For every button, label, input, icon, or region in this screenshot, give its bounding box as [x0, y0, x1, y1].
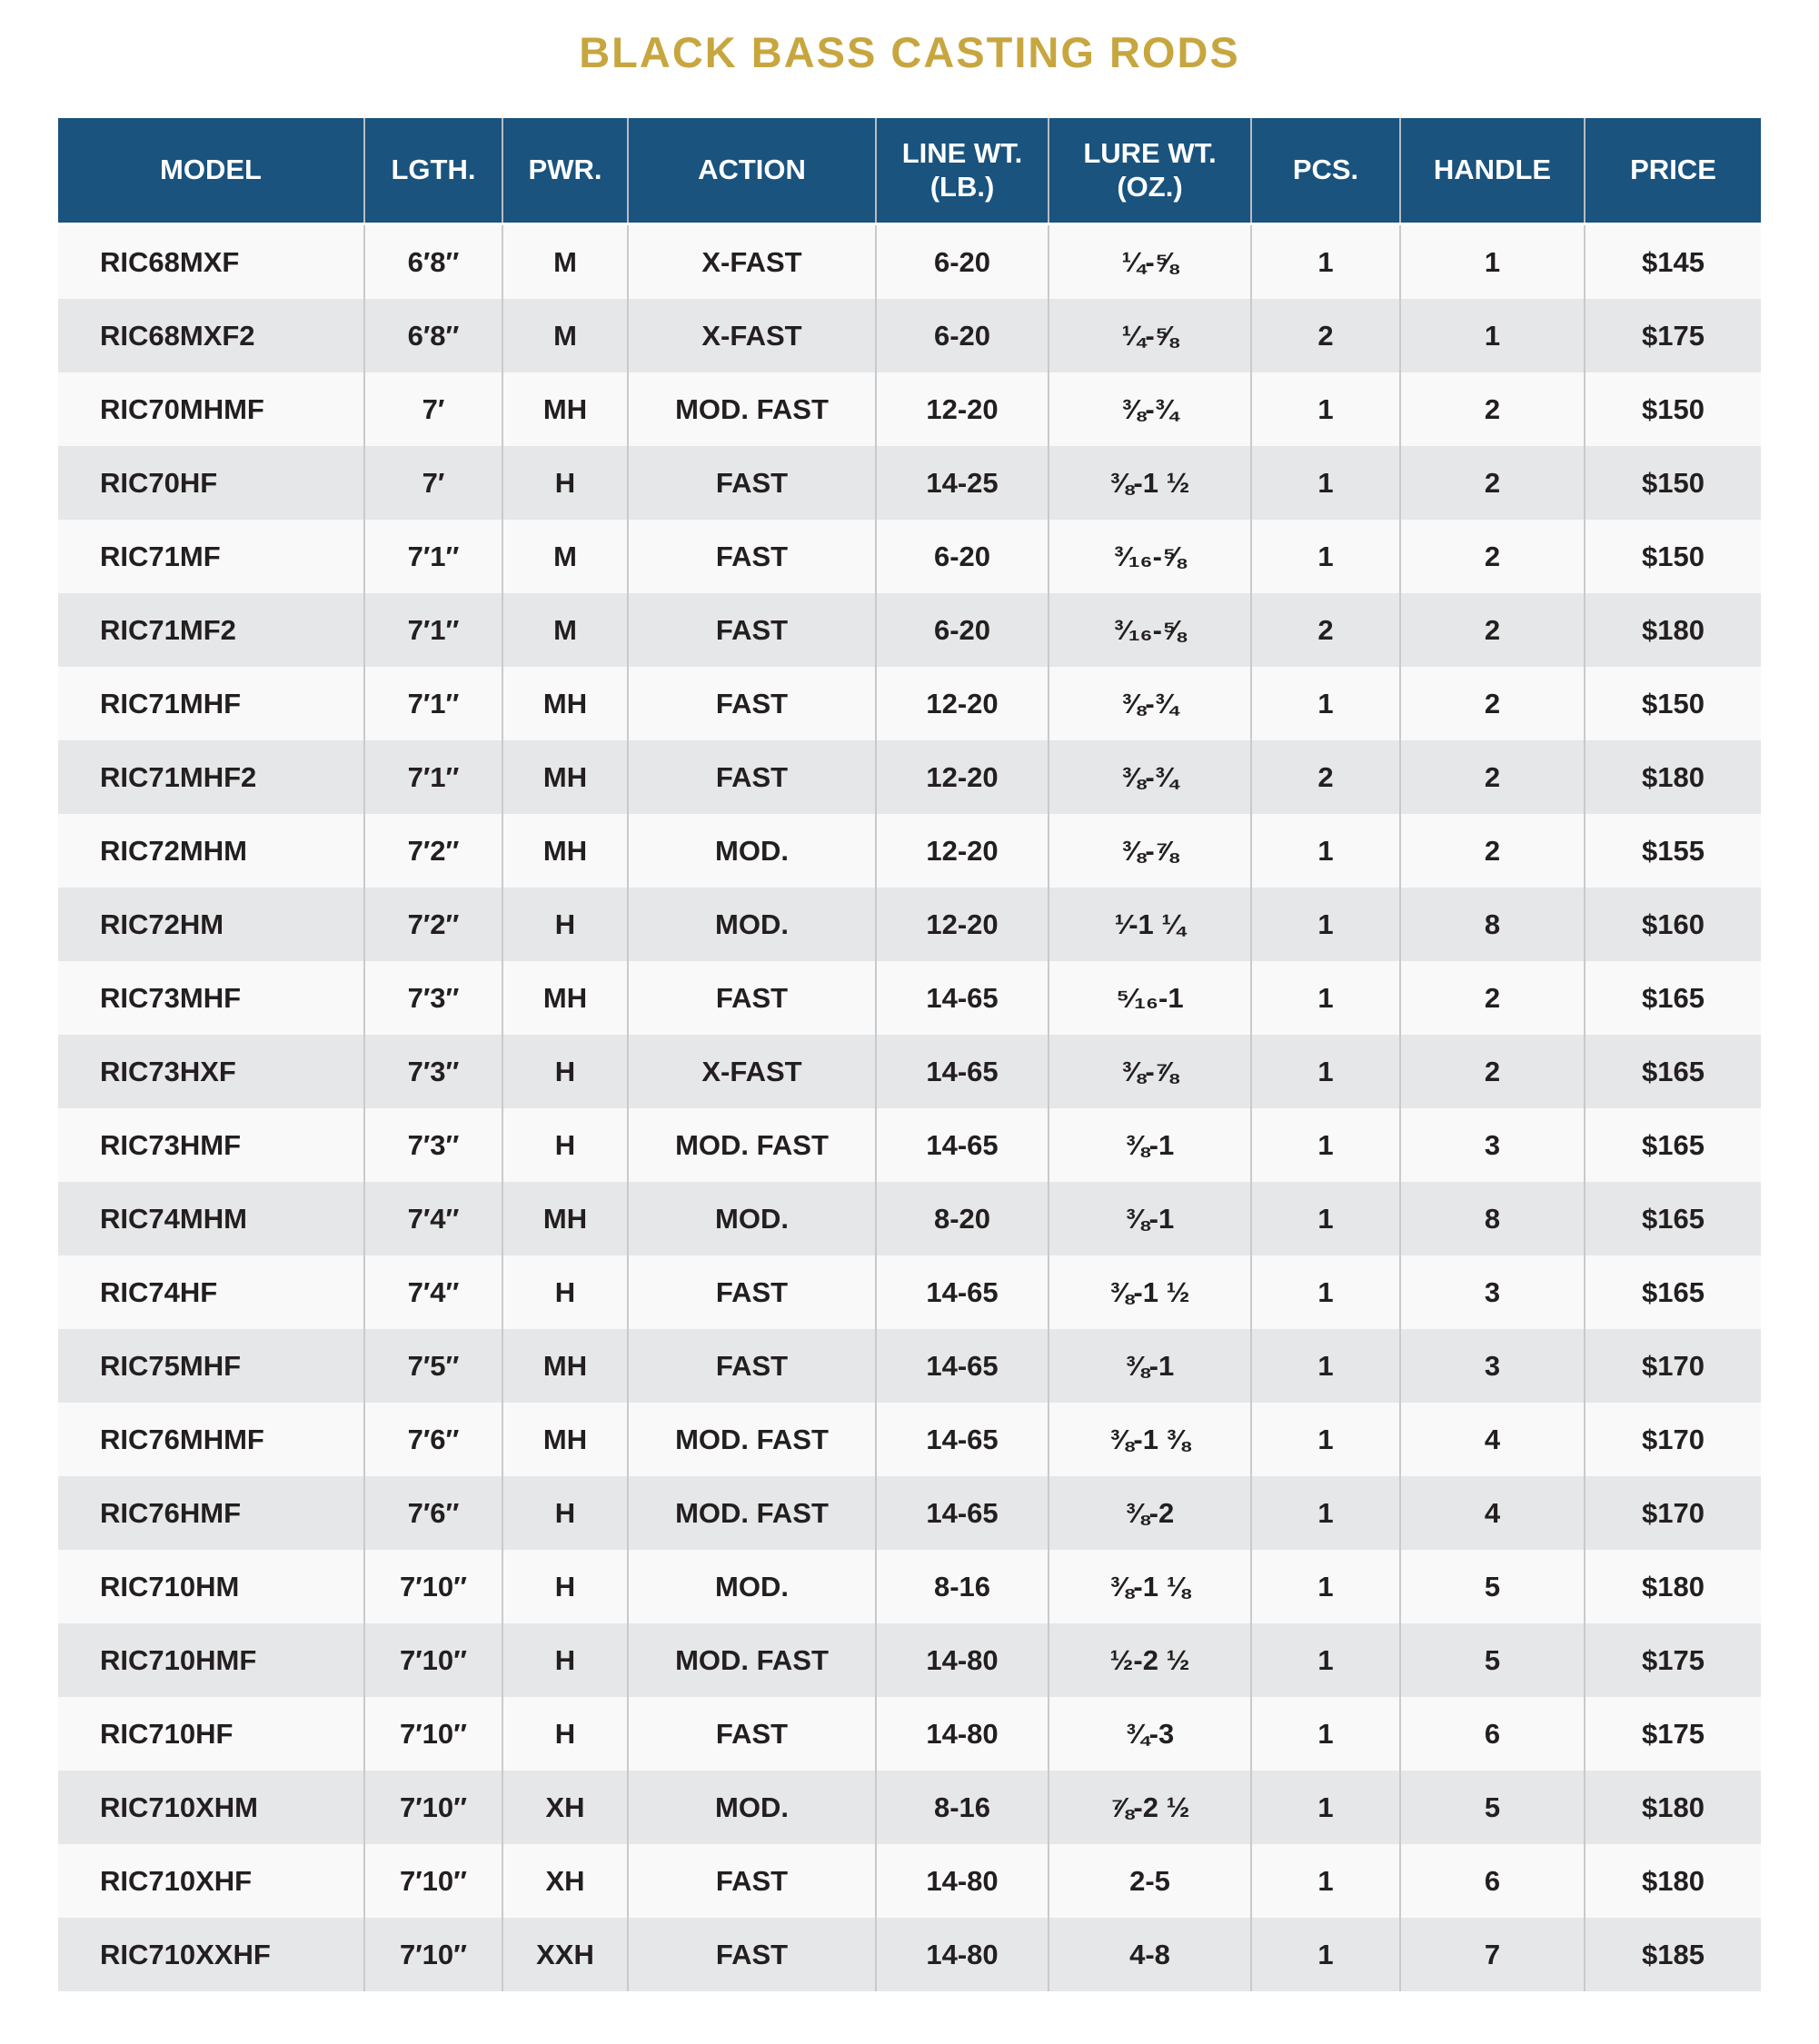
cell-model: RIC710HM — [100, 1570, 240, 1602]
cell-price: $150 — [1585, 372, 1761, 446]
cell-length: 7′10″ — [364, 1844, 502, 1918]
cell-action: FAST — [628, 446, 876, 520]
cell-pcs: 1 — [1251, 1918, 1400, 1991]
cell-model: RIC710XHF — [100, 1864, 253, 1897]
cell-line-wt: 14-80 — [876, 1623, 1049, 1697]
cell-price: $175 — [1585, 1697, 1761, 1771]
cell-action: FAST — [628, 593, 876, 667]
cell-action: MOD. FAST — [628, 1623, 876, 1697]
cell-length: 7′3″ — [364, 961, 502, 1035]
cell-price: $185 — [1585, 1918, 1761, 1991]
cell-action: FAST — [628, 1844, 876, 1918]
cell-lure-wt: ⅜-1 ½ — [1049, 446, 1251, 520]
cell-length: 7′1″ — [364, 520, 502, 593]
cell-model: RIC68MXF2 — [100, 319, 255, 352]
cell-pcs: 1 — [1251, 446, 1400, 520]
cell-action: MOD. — [628, 1771, 876, 1844]
cell-length: 6′8″ — [364, 224, 502, 300]
cell-handle: 2 — [1400, 961, 1585, 1035]
cell-action: FAST — [628, 1918, 876, 1991]
cell-handle: 6 — [1400, 1844, 1585, 1918]
cell-line-wt: 12-20 — [876, 740, 1049, 814]
cell-action: X-FAST — [628, 299, 876, 372]
cell-power: M — [502, 299, 628, 372]
cell-price: $170 — [1585, 1403, 1761, 1476]
table-header — [58, 118, 1761, 224]
cell-handle: 3 — [1400, 1108, 1585, 1182]
header-cell-handle: HANDLE — [1400, 118, 1585, 224]
cell-line-wt: 14-65 — [876, 961, 1049, 1035]
cell-line-wt: 12-20 — [876, 667, 1049, 740]
cell-pcs: 1 — [1251, 224, 1400, 300]
cell-action: MOD. — [628, 1182, 876, 1255]
cell-price: $165 — [1585, 961, 1761, 1035]
cell-price: $165 — [1585, 1035, 1761, 1108]
cell-power: MH — [502, 667, 628, 740]
cell-action: MOD. — [628, 1550, 876, 1623]
cell-handle: 4 — [1400, 1403, 1585, 1476]
cell-length: 7′ — [364, 372, 502, 446]
cell-power: MH — [502, 372, 628, 446]
cell-price: $170 — [1585, 1329, 1761, 1403]
page-title: BLACK BASS CASTING RODS — [579, 28, 1240, 76]
header-cell-length: LGTH. — [364, 118, 502, 224]
table-row — [58, 1403, 1761, 1476]
cell-action: FAST — [628, 667, 876, 740]
cell-line-wt: 14-65 — [876, 1035, 1049, 1108]
cell-lure-wt: ¼-⅝ — [1049, 224, 1251, 300]
cell-lure-wt: 2-5 — [1049, 1844, 1251, 1918]
cell-power: XH — [502, 1771, 628, 1844]
cell-length: 7′1″ — [364, 593, 502, 667]
cell-model: RIC710HMF — [100, 1643, 257, 1676]
cell-price: $165 — [1585, 1182, 1761, 1255]
cell-price: $165 — [1585, 1108, 1761, 1182]
cell-model: RIC73MHF — [100, 981, 242, 1014]
header-cell-model: MODEL — [58, 118, 364, 224]
table-row — [58, 593, 1761, 667]
cell-length: 7′6″ — [364, 1476, 502, 1550]
cell-length: 7′10″ — [364, 1623, 502, 1697]
cell-length: 7′10″ — [364, 1697, 502, 1771]
table-row — [58, 961, 1761, 1035]
cell-handle: 7 — [1400, 1918, 1585, 1991]
cell-price: $150 — [1585, 667, 1761, 740]
cell-length: 7′2″ — [364, 814, 502, 888]
cell-model: RIC74HF — [100, 1275, 218, 1308]
cell-lure-wt: ⅜-2 — [1049, 1476, 1251, 1550]
cell-power: H — [502, 1697, 628, 1771]
cell-handle: 4 — [1400, 1476, 1585, 1550]
cell-power: M — [502, 593, 628, 667]
cell-handle: 8 — [1400, 888, 1585, 961]
table-row — [58, 1035, 1761, 1108]
cell-power: H — [502, 1108, 628, 1182]
table-row — [58, 520, 1761, 593]
cell-price: $180 — [1585, 1771, 1761, 1844]
cell-line-wt: 6-20 — [876, 520, 1049, 593]
cell-power: M — [502, 224, 628, 300]
cell-length: 7′4″ — [364, 1182, 502, 1255]
cell-length: 7′2″ — [364, 888, 502, 961]
cell-price: $180 — [1585, 740, 1761, 814]
cell-length: 7′10″ — [364, 1550, 502, 1623]
cell-length: 7′10″ — [364, 1771, 502, 1844]
cell-lure-wt: ⅜-⅞ — [1049, 1035, 1251, 1108]
cell-pcs: 2 — [1251, 593, 1400, 667]
cell-pcs: 1 — [1251, 1550, 1400, 1623]
cell-price: $180 — [1585, 593, 1761, 667]
cell-power: MH — [502, 740, 628, 814]
cell-power: XH — [502, 1844, 628, 1918]
cell-power: H — [502, 1255, 628, 1329]
cell-model: RIC73HMF — [100, 1128, 242, 1161]
cell-power: H — [502, 1550, 628, 1623]
cell-length: 7′6″ — [364, 1403, 502, 1476]
cell-power: H — [502, 1476, 628, 1550]
cell-action: MOD. FAST — [628, 1403, 876, 1476]
cell-handle: 3 — [1400, 1255, 1585, 1329]
cell-price: $175 — [1585, 1623, 1761, 1697]
cell-pcs: 1 — [1251, 1329, 1400, 1403]
cell-line-wt: 14-80 — [876, 1697, 1049, 1771]
cell-pcs: 1 — [1251, 1697, 1400, 1771]
cell-lure-wt: ¼-⅝ — [1049, 299, 1251, 372]
cell-action: FAST — [628, 1329, 876, 1403]
cell-model: RIC71MHF — [100, 687, 242, 719]
cell-line-wt: 8-16 — [876, 1550, 1049, 1623]
cell-line-wt: 14-65 — [876, 1403, 1049, 1476]
cell-line-wt: 8-20 — [876, 1182, 1049, 1255]
cell-handle: 5 — [1400, 1771, 1585, 1844]
cell-handle: 5 — [1400, 1623, 1585, 1697]
cell-lure-wt: ⅜-¾ — [1049, 740, 1251, 814]
rods-table — [58, 118, 1761, 1991]
table-row — [58, 814, 1761, 888]
table-row — [58, 888, 1761, 961]
cell-lure-wt: ½-2 ½ — [1049, 1623, 1251, 1697]
cell-lure-wt: ⅜-¾ — [1049, 667, 1251, 740]
table-row — [58, 1697, 1761, 1771]
cell-handle: 2 — [1400, 372, 1585, 446]
cell-model: RIC76MHMF — [100, 1423, 264, 1455]
cell-action: FAST — [628, 740, 876, 814]
cell-pcs: 1 — [1251, 888, 1400, 961]
cell-pcs: 1 — [1251, 1623, 1400, 1697]
cell-pcs: 1 — [1251, 1182, 1400, 1255]
cell-price: $180 — [1585, 1550, 1761, 1623]
cell-price: $150 — [1585, 446, 1761, 520]
cell-handle: 2 — [1400, 520, 1585, 593]
table-row — [58, 1329, 1761, 1403]
header-cell-price: PRICE — [1585, 118, 1761, 224]
cell-action: FAST — [628, 1697, 876, 1771]
cell-pcs: 1 — [1251, 520, 1400, 593]
cell-power: H — [502, 446, 628, 520]
cell-model: RIC70MHMF — [100, 392, 264, 425]
cell-price: $175 — [1585, 299, 1761, 372]
cell-line-wt: 14-65 — [876, 1476, 1049, 1550]
cell-lure-wt: ¹⁄-1 ¼ — [1049, 888, 1251, 961]
cell-length: 7′10″ — [364, 1918, 502, 1991]
cell-lure-wt: ¾-3 — [1049, 1697, 1251, 1771]
cell-model: RIC72MHM — [100, 834, 247, 867]
cell-line-wt: 14-65 — [876, 1255, 1049, 1329]
cell-line-wt: 14-80 — [876, 1844, 1049, 1918]
cell-model: RIC71MF — [100, 540, 221, 572]
cell-handle: 2 — [1400, 667, 1585, 740]
cell-model: RIC72HM — [100, 908, 224, 940]
table-row — [58, 299, 1761, 372]
cell-price: $170 — [1585, 1476, 1761, 1550]
table-row — [58, 1844, 1761, 1918]
cell-line-wt: 12-20 — [876, 814, 1049, 888]
cell-lure-wt: ⅜-1 ⅛ — [1049, 1550, 1251, 1623]
cell-pcs: 1 — [1251, 1476, 1400, 1550]
cell-handle: 2 — [1400, 446, 1585, 520]
cell-handle: 8 — [1400, 1182, 1585, 1255]
cell-line-wt: 6-20 — [876, 593, 1049, 667]
cell-handle: 1 — [1400, 299, 1585, 372]
cell-line-wt: 12-20 — [876, 372, 1049, 446]
cell-power: M — [502, 520, 628, 593]
cell-price: $145 — [1585, 224, 1761, 300]
header-cell-line-wt: LINE WT. (LB.) — [876, 118, 1049, 224]
cell-model: RIC76HMF — [100, 1496, 242, 1529]
cell-line-wt: 14-65 — [876, 1329, 1049, 1403]
cell-power: MH — [502, 814, 628, 888]
cell-price: $160 — [1585, 888, 1761, 961]
cell-lure-wt: ⅞-2 ½ — [1049, 1771, 1251, 1844]
cell-lure-wt: ⅜-⅞ — [1049, 814, 1251, 888]
cell-lure-wt: ³⁄₁₆-⅝ — [1049, 520, 1251, 593]
cell-model: RIC710XXHF — [100, 1938, 271, 1970]
cell-action: X-FAST — [628, 224, 876, 300]
table-row — [58, 1476, 1761, 1550]
cell-pcs: 1 — [1251, 1403, 1400, 1476]
cell-lure-wt: ⁵⁄₁₆-1 — [1049, 961, 1251, 1035]
cell-length: 7′ — [364, 446, 502, 520]
cell-lure-wt: ⅜-1 ½ — [1049, 1255, 1251, 1329]
cell-model: RIC710XHM — [100, 1791, 258, 1823]
cell-action: MOD. FAST — [628, 372, 876, 446]
cell-model: RIC710HF — [100, 1717, 234, 1750]
cell-model: RIC71MHF2 — [100, 760, 257, 793]
cell-lure-wt: ⅜-1 ⅜ — [1049, 1403, 1251, 1476]
cell-line-wt: 6-20 — [876, 224, 1049, 300]
cell-pcs: 1 — [1251, 667, 1400, 740]
cell-price: $165 — [1585, 1255, 1761, 1329]
cell-pcs: 2 — [1251, 299, 1400, 372]
table-row — [58, 1182, 1761, 1255]
rods-table-body — [58, 224, 1761, 1992]
cell-power: MH — [502, 1403, 628, 1476]
table-row — [58, 740, 1761, 814]
cell-length: 7′4″ — [364, 1255, 502, 1329]
cell-pcs: 1 — [1251, 814, 1400, 888]
cell-power: MH — [502, 961, 628, 1035]
cell-pcs: 1 — [1251, 1844, 1400, 1918]
cell-lure-wt: ³⁄₁₆-⅝ — [1049, 593, 1251, 667]
cell-price: $150 — [1585, 520, 1761, 593]
cell-model: RIC70HF — [100, 466, 218, 499]
cell-action: X-FAST — [628, 1035, 876, 1108]
cell-line-wt: 14-25 — [876, 446, 1049, 520]
table-row — [58, 667, 1761, 740]
cell-power: H — [502, 888, 628, 961]
cell-lure-wt: ⅜-1 — [1049, 1182, 1251, 1255]
cell-pcs: 1 — [1251, 1035, 1400, 1108]
table-row — [58, 1108, 1761, 1182]
header-cell-lure-wt: LURE WT. (OZ.) — [1049, 118, 1251, 224]
cell-pcs: 2 — [1251, 740, 1400, 814]
cell-handle: 5 — [1400, 1550, 1585, 1623]
cell-pcs: 1 — [1251, 1255, 1400, 1329]
cell-model: RIC71MF2 — [100, 613, 236, 646]
cell-line-wt: 14-65 — [876, 1108, 1049, 1182]
cell-handle: 6 — [1400, 1697, 1585, 1771]
cell-action: FAST — [628, 1255, 876, 1329]
cell-line-wt: 6-20 — [876, 299, 1049, 372]
cell-power: MH — [502, 1182, 628, 1255]
cell-length: 7′1″ — [364, 740, 502, 814]
cell-handle: 1 — [1400, 224, 1585, 300]
cell-action: MOD. — [628, 888, 876, 961]
table-row — [58, 224, 1761, 300]
cell-lure-wt: ⅜-1 — [1049, 1329, 1251, 1403]
cell-action: FAST — [628, 520, 876, 593]
table-row — [58, 446, 1761, 520]
cell-lure-wt: ⅜-1 — [1049, 1108, 1251, 1182]
cell-length: 7′3″ — [364, 1035, 502, 1108]
table-row — [58, 1623, 1761, 1697]
cell-pcs: 1 — [1251, 961, 1400, 1035]
cell-line-wt: 12-20 — [876, 888, 1049, 961]
cell-power: H — [502, 1035, 628, 1108]
cell-lure-wt: ⅜-¾ — [1049, 372, 1251, 446]
cell-lure-wt: 4-8 — [1049, 1918, 1251, 1991]
cell-handle: 3 — [1400, 1329, 1585, 1403]
cell-line-wt: 14-80 — [876, 1918, 1049, 1991]
table-row — [58, 1918, 1761, 1991]
cell-length: 7′3″ — [364, 1108, 502, 1182]
table-row — [58, 1550, 1761, 1623]
cell-model: RIC75MHF — [100, 1349, 242, 1382]
table-row — [58, 1255, 1761, 1329]
cell-handle: 2 — [1400, 814, 1585, 888]
cell-power: XXH — [502, 1918, 628, 1991]
header-cell-power: PWR. — [502, 118, 628, 224]
cell-price: $155 — [1585, 814, 1761, 888]
cell-pcs: 1 — [1251, 372, 1400, 446]
cell-length: 6′8″ — [364, 299, 502, 372]
cell-model: RIC74MHM — [100, 1202, 247, 1235]
cell-action: MOD. FAST — [628, 1476, 876, 1550]
cell-pcs: 1 — [1251, 1771, 1400, 1844]
cell-model: RIC73HXF — [100, 1055, 236, 1087]
cell-power: H — [502, 1623, 628, 1697]
header-cell-action: ACTION — [628, 118, 876, 224]
table-row — [58, 1771, 1761, 1844]
cell-price: $180 — [1585, 1844, 1761, 1918]
cell-action: MOD. — [628, 814, 876, 888]
cell-power: MH — [502, 1329, 628, 1403]
cell-action: FAST — [628, 961, 876, 1035]
cell-handle: 2 — [1400, 1035, 1585, 1108]
cell-length: 7′5″ — [364, 1329, 502, 1403]
cell-length: 7′1″ — [364, 667, 502, 740]
cell-action: MOD. FAST — [628, 1108, 876, 1182]
cell-model: RIC68MXF — [100, 245, 240, 278]
header-cell-pcs: PCS. — [1251, 118, 1400, 224]
cell-handle: 2 — [1400, 593, 1585, 667]
table-row — [58, 372, 1761, 446]
cell-line-wt: 8-16 — [876, 1771, 1049, 1844]
cell-pcs: 1 — [1251, 1108, 1400, 1182]
cell-handle: 2 — [1400, 740, 1585, 814]
